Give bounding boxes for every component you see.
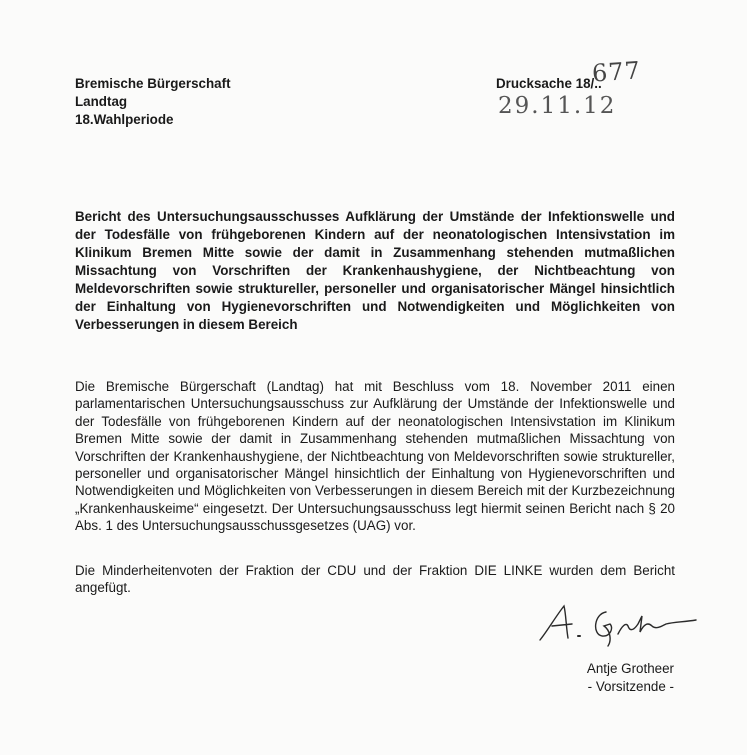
chamber-name: Landtag bbox=[75, 94, 128, 109]
header-block bbox=[75, 75, 231, 129]
body-paragraph-1: Die Bremische Bürgerschaft (Landtag) hat mit Beschluss vom 18. November 2011 einen parlamentarischen Untersuchungsausschuss zur Aufklärung der Umstände der Infektionswelle und der Todesfälle von frühgeborenen Kindern auf der neonatologischen Intensivstation im Klinikum Bremen Mitte sowie der damit in Zusammenhang stehenden mutmaßlichen Missachtung von Vorschriften der Krankenhaushygiene, der Nichtbeachtung von Meldevorschriften sowie struktureller, personeller und organisatorischer Mängel hinsichtlich der Einhaltung von Hygienevorschriften und Notwendigkeiten und Möglichkeiten von Verbesserungen in diesem Bereich mit der Kurzbezeichnung „Krankenhauskeime“ eingesetzt. Der Untersuchungsausschuss legt hiermit seinen Bericht nach § 20 Abs. 1 des Untersuchungsausschussgesetzes (UAG) vor. bbox=[75, 379, 675, 534]
body-paragraph-2: Die Minderheitenvoten der Fraktion der CDU und der Fraktion DIE LINKE wurden dem Bericht angefügt. bbox=[75, 563, 675, 596]
signer-block bbox=[560, 660, 674, 696]
legislative-period: 18.Wahlperiode bbox=[75, 112, 174, 127]
handwritten-date: 29.11.12 bbox=[498, 93, 617, 119]
org-name: Bremische Bürgerschaft bbox=[75, 76, 231, 91]
handwritten-signature bbox=[534, 600, 704, 648]
document-label: Drucksache 18/.. bbox=[496, 76, 602, 91]
handwritten-document-number: 677 bbox=[591, 56, 642, 88]
report-title: Bericht des Untersuchungsausschusses Aufklärung der Umstände der Infektionswelle und der Todesfälle von frühgeborenen Kindern auf der neonatologischen Intensivstation im Klinikum Bremen Mitte sowie der damit in Zusammenhang stehenden mutmaßlichen Missachtung von Vorschriften der Krankenhaushygiene, der Nichtbeachtung von Meldevorschriften sowie struktureller, personeller und organisatorischer Mängel hinsichtlich der Einhaltung von Hygienevorschriften und Notwendigkeiten und Möglichkeiten von Verbesserungen in diesem Bereich bbox=[75, 209, 675, 332]
signer-name: Antje Grotheer bbox=[586, 661, 674, 676]
signer-role: - Vorsitzende - bbox=[587, 679, 674, 694]
